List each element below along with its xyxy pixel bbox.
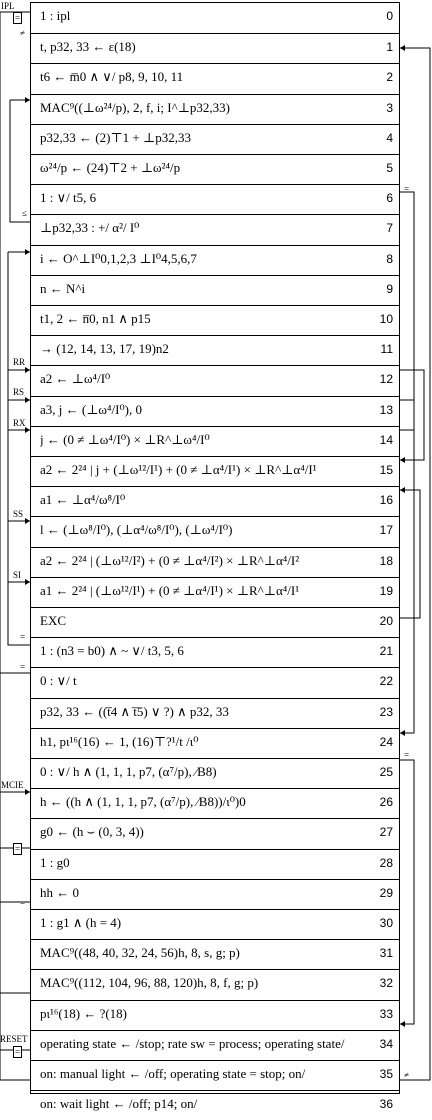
statement-number: 14 [379, 432, 393, 447]
statement-number: 2 [386, 70, 393, 85]
statement-number: 20 [379, 614, 393, 628]
statement-text: l ← (⊥ω⁸/I⁰), (⊥α⁴/ω⁸/I⁰), (⊥ω⁴/I⁰) [40, 522, 233, 538]
statement-number: 32 [379, 976, 393, 991]
arrow-16 [400, 487, 405, 493]
right-14 [400, 430, 414, 460]
label-ipl: IPL [1, 1, 15, 11]
statement-number: 18 [379, 553, 393, 568]
statement-text: a1 ← ⊥α⁴/ω⁸/I⁰ [40, 492, 126, 508]
statement-number: 0 [386, 9, 393, 23]
statement-text: 1 : g0 [40, 854, 70, 870]
statement-text: 1 : g1 ∧ (h = 4) [40, 915, 122, 930]
statement-number: 9 [386, 281, 393, 296]
statement-text: a3, j ← (⊥ω⁴/I⁰), 0 [40, 401, 143, 417]
statement-text: h ← ((h ∧ (1, 1, 1, p7, (α⁷/p), ⁄B8))/ι⁰)0 [40, 794, 246, 810]
arrow-15 [400, 457, 405, 463]
statement-text: g0 ← (h ⌣ (0, 3, 4)) [40, 824, 144, 840]
label-eq-right-25: = [404, 750, 410, 760]
branch-arrow-0 [25, 367, 30, 373]
arrow-26 [25, 789, 30, 795]
arrow-1 [400, 45, 405, 51]
label-eq-21: = [20, 632, 26, 642]
statement-text: a1 ← 2²⁴ | (⊥ω¹²/I¹) + (0 ≠ ⊥α⁴/I¹) × ⊥R^⊥α⁴/I¹ [40, 582, 300, 598]
arrow-8 [25, 249, 30, 255]
label-eq-28: = [15, 844, 21, 854]
statement-number: 19 [379, 583, 393, 598]
label-ss: SS [13, 509, 24, 519]
statement-number: 4 [386, 130, 393, 145]
label-eq-top: = [15, 13, 21, 23]
label-eq-35: = [15, 1047, 21, 1057]
statement-text: p32,33 ← (2)⊤1 + ⊥p32,33 [40, 129, 191, 145]
statement-number: 7 [386, 221, 393, 236]
statement-number: 8 [386, 251, 393, 266]
statement-number: 10 [379, 312, 393, 326]
statement-text: ω²⁴/p ← (24)⊤2 + ⊥ω²⁴/p [40, 160, 181, 175]
statement-number: 11 [380, 342, 393, 357]
statement-text: h1, pι¹⁶(16) ← 1, (16)⊤?¹/t /ι⁰ [40, 733, 199, 749]
statement-number: 16 [379, 493, 393, 508]
statement-number: 27 [379, 825, 393, 840]
statement-text: on: manual light ← /off; operating state = stop; on/ [40, 1066, 306, 1081]
statement-text: t1, 2 ← n̅0, n1 ∧ p15 [40, 311, 151, 326]
label-si: SI [13, 570, 22, 580]
label-le: ≤ [22, 208, 27, 218]
label-eq-right-6: = [404, 184, 410, 194]
statement-text: 1 : ∨/ t5, 6 [40, 190, 97, 206]
right-return-line [400, 48, 430, 1080]
statement-number: 29 [379, 885, 393, 900]
statement-text: pι¹⁶(18) ← ?(18) [40, 1005, 128, 1021]
label-rx: RX [13, 418, 26, 428]
label-mcie: MCIE [1, 780, 24, 790]
reset-loop-line [0, 12, 30, 1080]
statement-text: t6 ← m̅0 ∧ ∨/ p8, 9, 10, 11 [40, 69, 184, 85]
statement-text: on: wait light ← /off; p14; on/ [40, 1096, 198, 1112]
statement-text: 1 : ipl [40, 8, 71, 23]
statement-number: 15 [379, 463, 393, 477]
statement-text: i ← O^⊥I⁰0,1,2,3 ⊥I⁰4,5,6,7 [40, 250, 197, 266]
statement-number: 36 [379, 1097, 393, 1112]
label-ne-right-36: ≠ [404, 1070, 409, 1080]
right-12-15 [400, 370, 424, 460]
statement-number: 12 [379, 372, 393, 387]
statement-text: j ← (0 ≠ ⊥ω⁴/I⁰) × ⊥R^⊥ω⁴/I⁰ [40, 431, 210, 447]
loop-3-7 [10, 100, 30, 222]
label-eq-30: = [20, 898, 26, 908]
statement-text: 0 : ∨/ t [40, 673, 77, 689]
statement-number: 31 [379, 946, 393, 961]
statement-text: a2 ← 2²⁴ | (⊥ω¹²/I²) + (0 ≠ ⊥α⁴/I²) × ⊥R^⊥α⁴/I² [40, 552, 300, 568]
statement-number: 34 [379, 1036, 393, 1051]
arrow-34 [400, 1021, 405, 1027]
label-rs: RS [13, 387, 25, 397]
right-6-24 [400, 192, 414, 733]
label-reset: RESET [0, 1034, 28, 1044]
statement-text: a2 ← ⊥ω⁴/I⁰ [40, 371, 111, 387]
statement-text: 0 : ∨/ h ∧ (1, 1, 1, p7, (α⁷/p), ⁄B8) [40, 764, 217, 779]
statement-number: 6 [386, 191, 393, 206]
statement-number: 13 [379, 402, 393, 417]
statement-text: 1 : (n3 = b0) ∧ ~ ∨/ t3, 5, 6 [40, 643, 184, 659]
statement-text: t, p32, 33 ← ε(18) [40, 39, 136, 55]
label-ne-top: ≠ [20, 28, 25, 38]
statement-number: 3 [386, 100, 393, 115]
branch-arrow-4 [25, 579, 30, 585]
branch-arrow-1 [25, 397, 30, 403]
right-25-34 [400, 760, 414, 1024]
statement-text: hh ← 0 [40, 884, 79, 900]
statement-text: ⊥p32,33 : +/ α²/ I⁰ [40, 220, 140, 236]
statement-number: 24 [379, 734, 393, 749]
statement-number: 28 [379, 855, 393, 870]
statement-number: 35 [379, 1067, 393, 1081]
statement-number: 23 [379, 704, 393, 719]
statement-number: 22 [379, 674, 393, 689]
statement-text: a2 ← 2²⁴ | j + (⊥ω¹²/I¹) + (0 ≠ ⊥α⁴/I¹) × ⊥R^⊥α⁴/I¹ [40, 462, 317, 477]
statement-text: → (12, 14, 13, 17, 19)n2 [40, 341, 169, 357]
statement-text: n ← N^i [40, 280, 86, 296]
statement-text: MAC⁹((48, 40, 32, 24, 56)h, 8, s, g; p) [40, 945, 240, 961]
branch-arrow-3 [25, 518, 30, 524]
statement-number: 21 [379, 644, 393, 659]
statement-text: operating state ← /stop; rate sw = process; operating state/ [40, 1035, 345, 1051]
statement-number: 30 [379, 916, 393, 930]
statement-number: 1 [386, 40, 393, 55]
arrow-24 [400, 730, 405, 736]
dispatch-line [8, 252, 30, 645]
right-16-20 [400, 490, 420, 618]
statement-number: 33 [379, 1006, 393, 1021]
statement-text: EXC [40, 613, 66, 628]
statement-text: MAC⁹((⊥ω²⁴/p), 2, f, i; I^⊥p32,33) [40, 99, 230, 115]
statement-text: p32, 33 ← ((t̅4 ∧ t̅5) ∨ ?) ∧ p32, 33 [40, 703, 229, 719]
statement-number: 26 [379, 795, 393, 810]
statement-number: 5 [386, 161, 393, 175]
statement-number: 25 [379, 765, 393, 779]
statement-number: 17 [379, 523, 393, 538]
label-eq-22: = [20, 662, 26, 672]
label-rr: RR [13, 357, 26, 367]
statement-text: MAC⁹((112, 104, 96, 88, 120)h, 8, f, g; p) [40, 975, 259, 991]
